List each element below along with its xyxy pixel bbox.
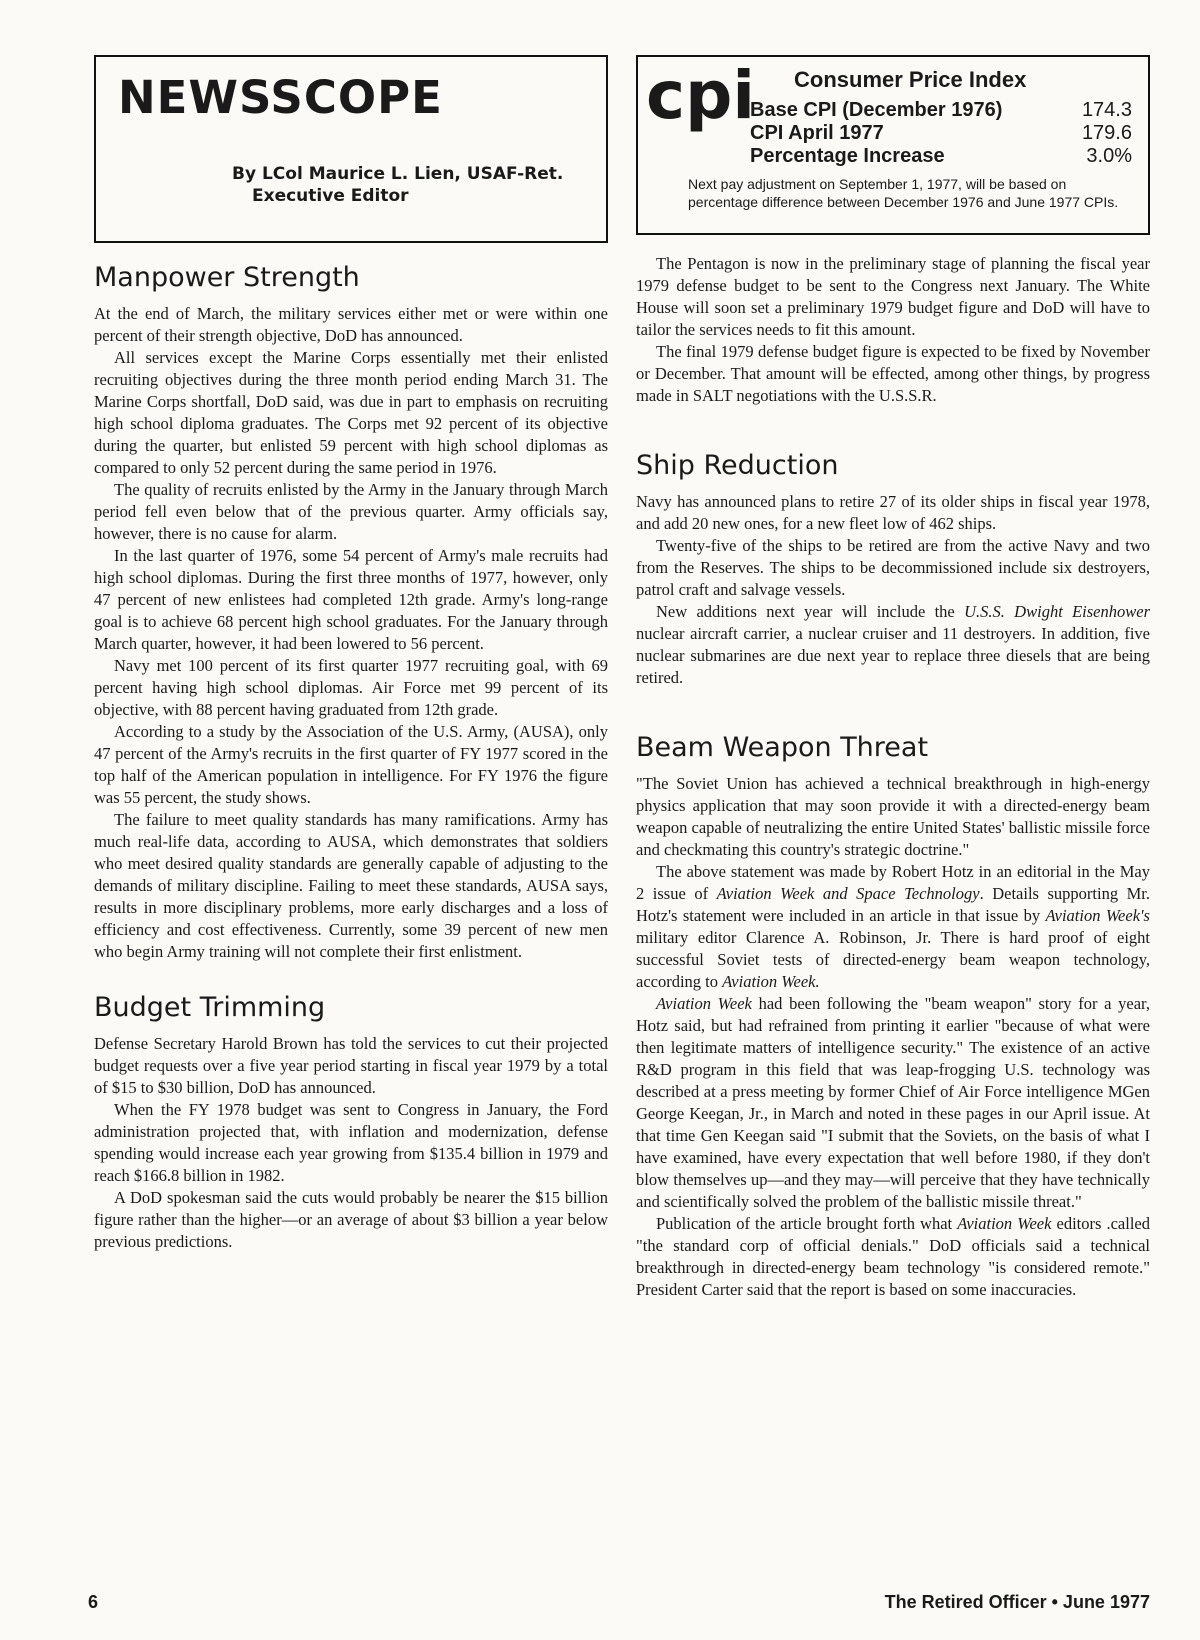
paragraph: All services except the Marine Corps essentially met their enlisted recruiting objectives during the three month period ending March 31. The Marine Corps shortfall, DoD said, was due in part to emphasis on recruiting high school diploma graduates. The Corps met 92 percent of its objective during the quarter, but enlisted 59 percent with high school diplomas as compared to only 52 percent during the same period in 1976. (94, 348, 608, 477)
paragraph: When the FY 1978 budget was sent to Congress in January, the Ford administration projected that, with inflation and modernization, defense spending would increase each year growing from $135.4 billion in 1979 and reach $166.8 billion in 1982. (94, 1100, 608, 1185)
paragraph: Twenty-five of the ships to be retired are from the active Navy and two from the Reserves. The ships to be decommissioned include six destroyers, patrol craft and salvage vessels. (636, 536, 1150, 599)
publication-name: Aviation Week (957, 1214, 1052, 1233)
left-column (94, 55, 608, 1281)
section-heading: Ship Reduction (636, 450, 839, 481)
cpi-row (750, 99, 1132, 122)
publication-name: Aviation Week (656, 994, 752, 1013)
paragraph: Navy met 100 percent of its first quarter 1977 recruiting goal, with 69 percent having high school diplomas. Air Force met 99 percent of its objective, with 88 percent having graduated from 12th grade. (94, 656, 608, 719)
cpi-box (636, 55, 1150, 235)
text-run: The above statement was made by Robert Hotz in an editorial in the May 2 issue of (636, 862, 1150, 903)
ship-name: U.S.S. Dwight Eisenhower (964, 602, 1151, 621)
byline-name: By LCol Maurice L. Lien, USAF-Ret. (232, 164, 564, 184)
byline-role: Executive Editor (252, 186, 409, 206)
paragraph: According to a study by the Association of the U.S. Army, (AUSA), only 47 percent of the Army's recruits in the first quarter of FY 1977 scored in the top half of the American population in intelligence. For FY 1976 the figure was 55 percent, the study shows. (94, 722, 608, 807)
paragraph: The quality of recruits enlisted by the Army in the January through March period fell even below that of the previous quarter. Army officials say, however, there is no cause for alarm. (94, 480, 608, 543)
text-run: had been following the "beam weapon" story for a year, Hotz said, but had refrained from printing it earlier "because of what were then legitimate matters of intelligence security." The existence of an active R&D program in this field that was leap-frogging U.S. technology was described at a press meeting by former Chief of Air Force intelligence MGen George Keegan, Jr., in March and noted in these pages in our April issue. At that time Gen Keegan said "I submit that the Soviets, on the basis of what I have examined, have every expectation that well before 1980, if they don't blow themselves up—and they may—will perceive that they have technically and scientifically solved the problem of the ballistic missile threat." (636, 994, 1150, 1211)
paragraph: Navy has announced plans to retire 27 of its older ships in fiscal year 1978, and add 20 new ones, for a new fleet low of 462 ships. (636, 492, 1150, 533)
paragraph: At the end of March, the military services either met or were within one percent of their strength objective, DoD has announced. (94, 304, 608, 345)
paragraph: A DoD spokesman said the cuts would probably be nearer the $15 billion figure rather than the higher—or an average of about $3 billion a year below previous predictions. (94, 1188, 608, 1251)
text-run: . Details supporting Mr. Hotz's statement were included in an article in that issue by (636, 884, 1150, 925)
cpi-row-label: CPI April 1977 (750, 122, 884, 144)
text-run: editors .called "the standard corp of official denials." DoD officials said a technical breakthrough in directed-energy beam technology "is considered remote." President Carter said that the report is based on some inaccuracies. (636, 1214, 1150, 1299)
byline (232, 163, 563, 207)
cpi-note: Next pay adjustment on September 1, 1977, will be based on percentage difference between December 1976 and June 1977 CPIs. (688, 176, 1119, 210)
cpi-row-value: 3.0% (1086, 145, 1132, 167)
section-heading: Budget Trimming (94, 992, 326, 1023)
section-beam (636, 731, 1150, 1301)
section-ships (636, 449, 1150, 689)
cpi-row-label: Percentage Increase (750, 145, 945, 167)
paragraph: "The Soviet Union has achieved a technical breakthrough in high-energy physics application that may soon provide it with a directed-energy beam weapon capable of neutralizing the entire United States' ballistic missile force and checkmating this country's strategic doctrine." (636, 774, 1150, 859)
publication-name: Aviation Week's (1045, 906, 1150, 925)
section-budget-continued (636, 253, 1150, 407)
publication-footer: The Retired Officer • June 1977 (884, 1592, 1150, 1612)
publication-name: Aviation Week and Space Technology (716, 884, 980, 903)
text-run: military editor Clarence A. Robinson, Jr. There is hard proof of eight successful Soviet tests of directed-energy beam weapon technology, according to (636, 928, 1150, 991)
paragraph: The final 1979 defense budget figure is expected to be fixed by November or December. That amount will be effected, among other things, by progress made in SALT negotiations with the U.S.S.R. (636, 342, 1150, 405)
cpi-row (750, 145, 1132, 168)
paragraph: The failure to meet quality standards has many ramifications. Army has much real-life data, according to AUSA, which demonstrates that soldiers who meet desired quality standards are generally capable of adjusting to the demands of military discipline. Failing to meet these standards, AUSA says, results in more disciplinary problems, more early discharges and a loss of efficiency and cost effectiveness. Currently, some 39 percent of new men who begin Army training will not complete their first enlistment. (94, 810, 608, 961)
page-number: 6 (88, 1592, 99, 1612)
text-run: nuclear aircraft carrier, a nuclear cruiser and 11 destroyers. In addition, five nuclear submarines are due next year to replace three diesels that are being retired. (636, 624, 1150, 687)
paragraph: Defense Secretary Harold Brown has told the services to cut their projected budget requests over a five year period starting in fiscal year 1979 by a total of $15 to $30 billion, DoD has announced. (94, 1034, 608, 1097)
text-run: New additions next year will include the (656, 602, 965, 621)
paragraph (636, 993, 1150, 1213)
section-manpower (94, 261, 608, 963)
paragraph: The Pentagon is now in the preliminary stage of planning the fiscal year 1979 defense budget to be sent to the Congress next January. The White House will soon set a preliminary 1979 budget figure and DoD will have to tailor the services needs to fit this amount. (636, 254, 1150, 339)
section-heading: Manpower Strength (94, 262, 360, 293)
masthead-title: NEWSSCOPE (118, 71, 443, 124)
paragraph: In the last quarter of 1976, some 54 percent of Army's male recruits had high school diplomas. During the first three months of 1977, however, only 47 percent of new enlistees had completed 12th grade. Army's long-range goal is to achieve 68 percent high school graduates. For the January through March quarter, however, it had been lowered to 56 percent. (94, 546, 608, 653)
publication-name: Aviation Week. (722, 972, 820, 991)
text-run: Publication of the article brought forth what (656, 1214, 958, 1233)
section-heading: Beam Weapon Threat (636, 732, 929, 763)
right-column (636, 55, 1150, 1329)
cpi-row-value: 174.3 (1081, 99, 1132, 121)
cpi-row (750, 122, 1132, 145)
newsscope-masthead (94, 55, 608, 243)
cpi-row-value: 179.6 (1081, 122, 1132, 144)
cpi-title: Consumer Price Index (794, 67, 1027, 92)
cpi-logo: cpi (646, 57, 755, 134)
paragraph (636, 1213, 1150, 1301)
paragraph (636, 601, 1150, 689)
cpi-row-label: Base CPI (December 1976) (750, 99, 1003, 121)
section-budget (94, 991, 608, 1253)
paragraph (636, 861, 1150, 993)
